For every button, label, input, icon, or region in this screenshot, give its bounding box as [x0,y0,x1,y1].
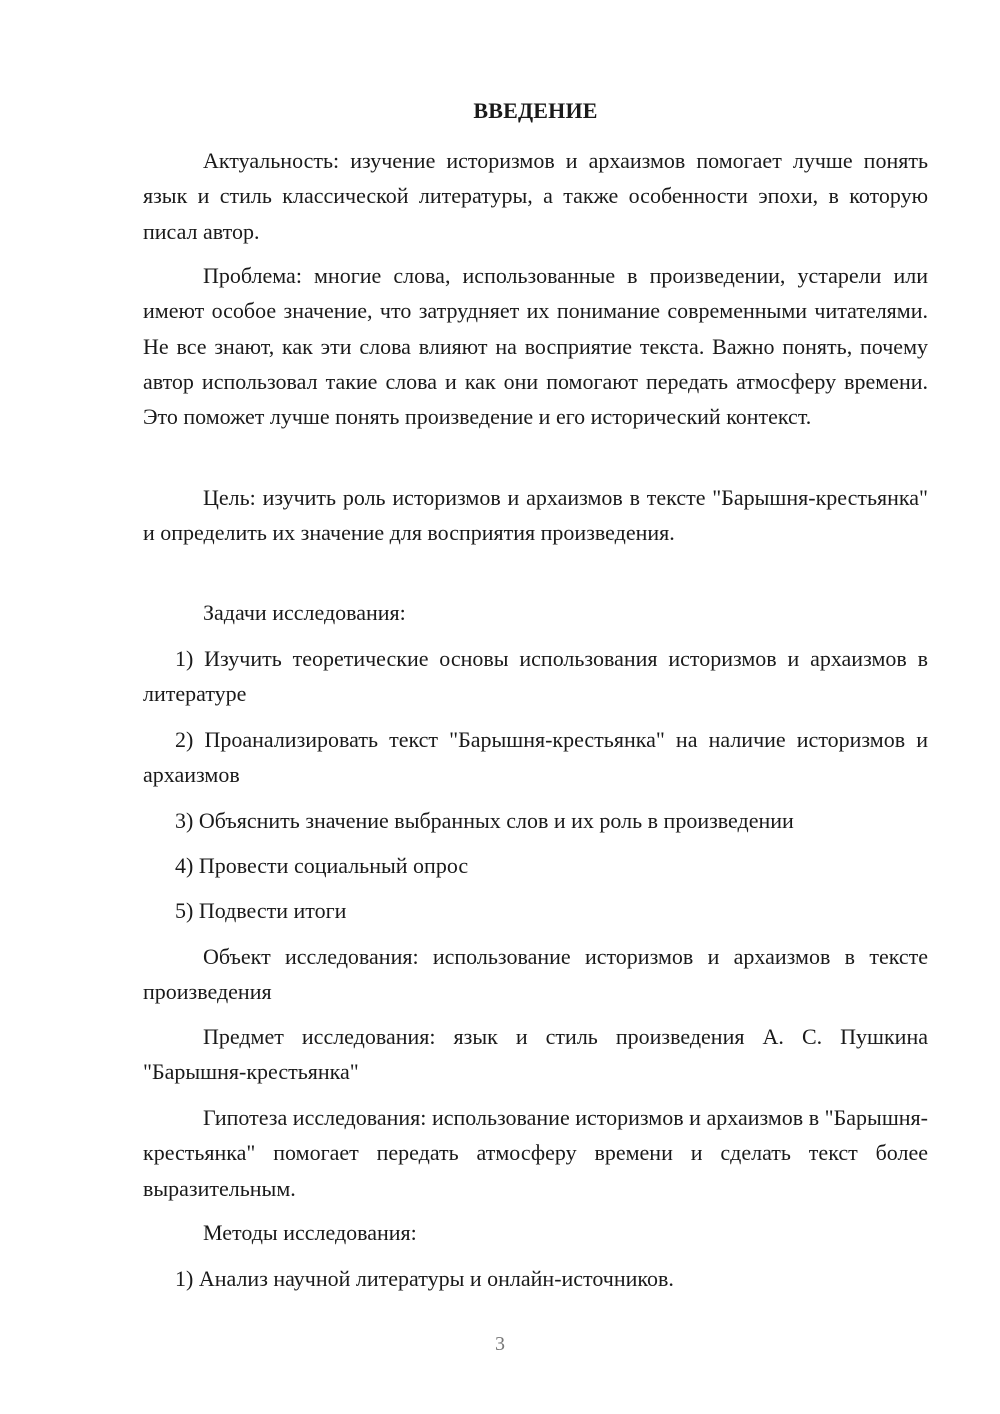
page-number: 3 [495,1333,505,1355]
paragraph-relevance: Актуальность: изучение историзмов и архаизмов помогает лучше понять язык и стиль классической литературы, а также особенности эпохи, в которую писал автор. [143,148,928,244]
paragraph-goal: Цель: изучить роль историзмов и архаизмов в тексте "Барышня-крестьянка" и определить их значение для восприятия произведения. [143,485,928,546]
paragraph-subject: Предмет исследования: язык и стиль произведения А. С. Пушкина "Барышня-крестьянка" [143,1024,928,1085]
paragraph-problem: Проблема: многие слова, использованные в произведении, устарели или имеют особое значение, что затрудняет их понимание современными читателями. Не все знают, как эти слова влияют на восприятие текста. Важно понять, почему автор использовал такие слова и как они помогают передать атмосферу времени. Это поможет лучше понять произведение и его исторический контекст. [143,263,928,430]
paragraph-methods-heading: Методы исследования: [203,1220,417,1245]
section-title: ВВЕДЕНИЕ [473,98,598,123]
list-item-task-1: 1) Изучить теоретические основы использования историзмов и архаизмов в литературе [143,646,928,707]
list-item-method-1: 1) Анализ научной литературы и онлайн-источников. [175,1266,674,1291]
list-item-task-2: 2) Проанализировать текст "Барышня-крестьянка" на наличие историзмов и архаизмов [143,727,928,788]
paragraph-object: Объект исследования: использование историзмов и архаизмов в тексте произведения [143,944,928,1005]
paragraph-tasks-heading: Задачи исследования: [203,600,406,625]
list-item-task-5: 5) Подвести итоги [175,898,347,923]
list-item-task-3: 3) Объяснить значение выбранных слов и их роль в произведении [175,808,794,833]
paragraph-hypothesis: Гипотеза исследования: использование историзмов и архаизмов в "Барышня-крестьянка" помогает передать атмосферу времени и сделать текст более выразительным. [143,1105,928,1201]
list-item-task-4: 4) Провести социальный опрос [175,853,469,878]
